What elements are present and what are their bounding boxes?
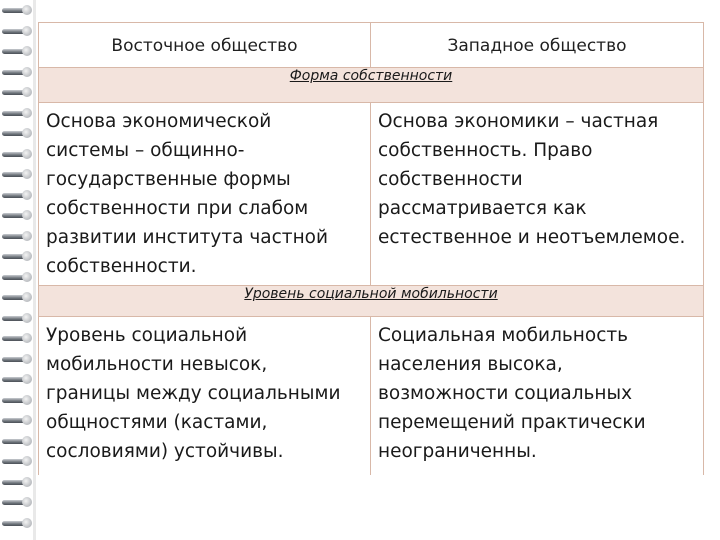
table-row [39,317,704,476]
section-row [39,286,704,317]
cell-east-mobility: Уровень социальной мобильности невысок, границы между социальными общностями (кастами, сословиями) устойчивы. [39,317,371,476]
spiral-ring [2,373,32,385]
cell-west-ownership: Основа экономики – частная собственность. Право собственности рассматривается как естественное и неотъемлемое. [371,103,704,286]
section-title-ownership: Форма собственности [39,68,704,103]
spiral-ring [2,86,32,98]
spiral-ring [2,332,32,344]
section-title-mobility: Уровень социальной мобильности [39,286,704,317]
spiral-ring [2,25,32,37]
spiral-ring [2,271,32,283]
spiral-ring [2,209,32,221]
table-row [39,103,704,286]
spiral-ring [2,168,32,180]
header-west: Западное общество [371,23,704,68]
spiral-ring [2,353,32,365]
spiral-ring [2,45,32,57]
cell-east-ownership: Основа экономической системы – общинно- государственные формы собственности при слабом развитии института частной собственности. [39,103,371,286]
spiral-ring [2,4,32,16]
spiral-ring [2,127,32,139]
spiral-ring [2,230,32,242]
table-header-row [39,23,704,68]
comparison-table [38,22,704,475]
page-edge [33,0,36,540]
spiral-ring [2,148,32,160]
spiral-ring [2,291,32,303]
spiral-ring [2,435,32,447]
spiral-binding-icon [0,0,36,540]
spiral-ring [2,107,32,119]
spiral-ring [2,189,32,201]
spiral-ring [2,496,32,508]
spiral-ring [2,250,32,262]
spiral-ring [2,476,32,488]
spiral-ring [2,312,32,324]
section-row [39,68,704,103]
spiral-ring [2,414,32,426]
header-east: Восточное общество [39,23,371,68]
spiral-ring [2,455,32,467]
spiral-ring [2,394,32,406]
cell-west-mobility: Социальная мобильность населения высока, возможности социальных перемещений практически неограниченны. [371,317,704,476]
spiral-ring [2,517,32,529]
spiral-ring [2,66,32,78]
